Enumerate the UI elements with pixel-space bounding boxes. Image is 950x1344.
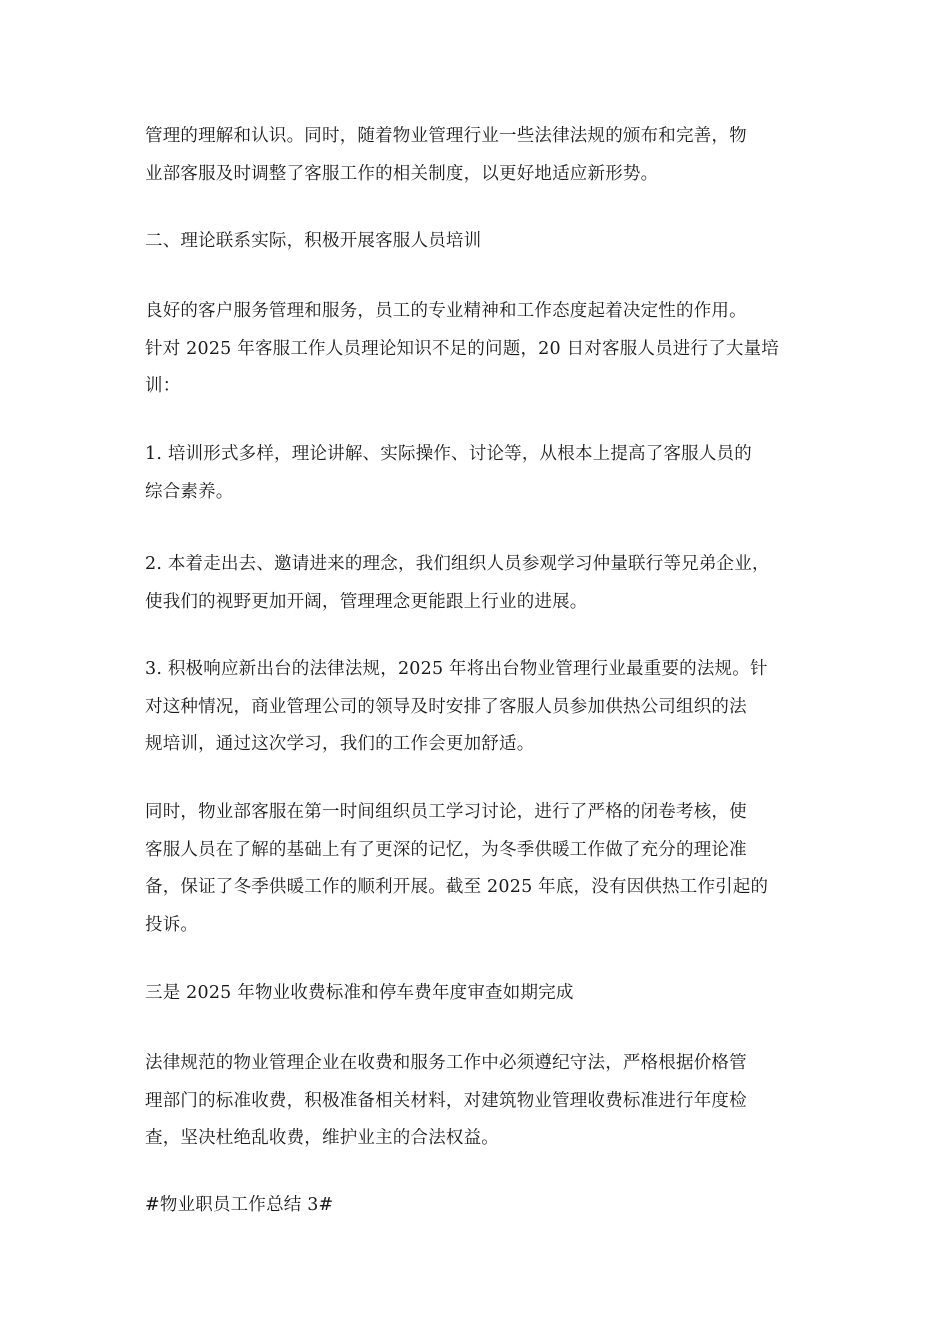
text-line: 综合素养。 bbox=[145, 481, 234, 502]
paragraph-1 bbox=[145, 118, 810, 193]
text-line: 使我们的视野更加开阔，管理理念更能跟上行业的进展。 bbox=[145, 591, 588, 612]
list-item-3 bbox=[145, 651, 810, 764]
text-line: 客服人员在了解的基础上有了更深的记忆，为冬季供暖工作做了充分的理论准 bbox=[145, 839, 747, 860]
text-line: 针对 2025 年客服工作人员理论知识不足的问题，20 日对客服人员进行了大量培 bbox=[145, 338, 779, 359]
section-title-summary-3 bbox=[145, 1187, 810, 1225]
text-line: 投诉。 bbox=[145, 914, 199, 935]
text-line: 备，保证了冬季供暖工作的顺利开展。截至 2025 年底，没有因供热工作引起的 bbox=[145, 877, 769, 897]
text-line: 1. 培训形式多样，理论讲解、实际操作、讨论等，从根本上提高了客服人员的 bbox=[145, 444, 752, 464]
text-line: 3. 积极响应新出台的法律法规，2025 年将出台物业管理行业最重要的法规。针 bbox=[145, 659, 768, 679]
list-item-2 bbox=[145, 546, 810, 621]
text-line: 业部客服及时调整了客服工作的相关制度，以更好地适应新形势。 bbox=[145, 163, 659, 184]
text-line: 规培训，通过这次学习，我们的工作会更加舒适。 bbox=[145, 734, 535, 754]
section-heading-3 bbox=[145, 975, 810, 1013]
text-line: 同时，物业部客服在第一时间组织员工学习讨论，进行了严格的闭卷考核，使 bbox=[145, 802, 747, 822]
text-line: 良好的客户服务管理和服务，员工的专业精神和工作态度起着决定性的作用。 bbox=[145, 301, 747, 321]
text-line: 2. 本着走出去、邀请进来的理念，我们组织人员参观学习仲量联行等兄弟企业， bbox=[145, 554, 770, 574]
list-item-1 bbox=[145, 436, 810, 511]
text-line: 对这种情况，商业管理公司的领导及时安排了客服人员参加供热公司组织的法 bbox=[145, 696, 747, 717]
text-line: 查，坚决杜绝乱收费，维护业主的合法权益。 bbox=[145, 1128, 499, 1148]
text-line: 三是 2025 年物业收费标准和停车费年度审查如期完成 bbox=[145, 983, 574, 1003]
paragraph-9 bbox=[145, 1045, 810, 1158]
text-line: 法律规范的物业管理企业在收费和服务工作中必须遵纪守法，严格根据价格管 bbox=[145, 1053, 747, 1073]
section-heading-2 bbox=[145, 223, 810, 261]
paragraph-3 bbox=[145, 293, 810, 406]
text-line: 理部门的标准收费，积极准备相关材料，对建筑物业管理收费标准进行年度检 bbox=[145, 1090, 747, 1111]
text-line: 二、理论联系实际，积极开展客服人员培训 bbox=[145, 231, 482, 251]
text-line: 训： bbox=[145, 376, 181, 396]
text-line: 管理的理解和认识。同时，随着物业管理行业一些法律法规的颁布和完善，物 bbox=[145, 126, 747, 146]
text-line: #物业职员工作总结 3# bbox=[145, 1195, 334, 1215]
paragraph-7 bbox=[145, 794, 810, 944]
